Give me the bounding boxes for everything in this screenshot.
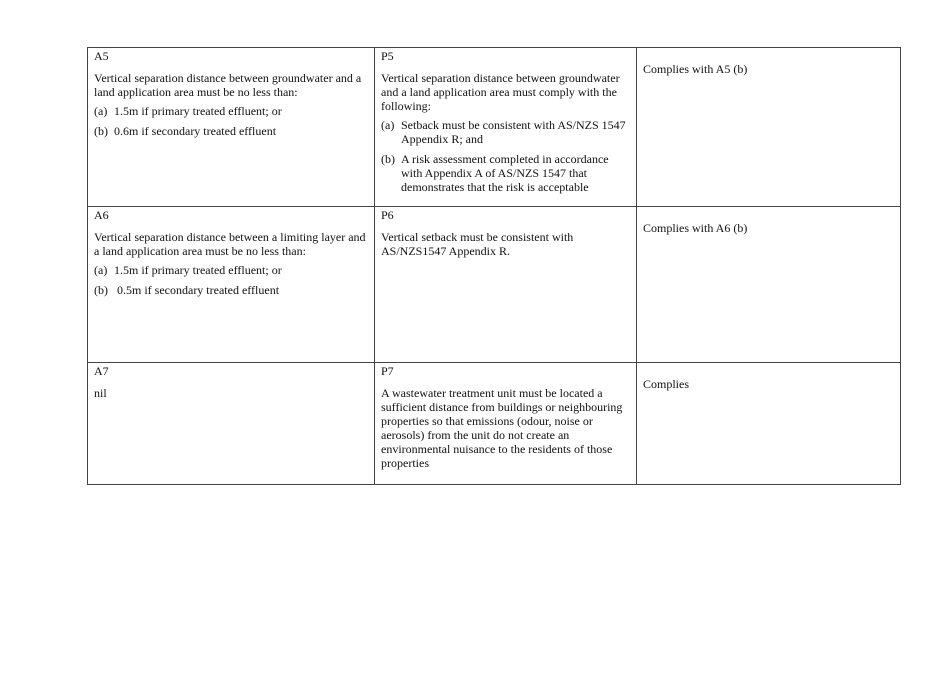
list-item: [381, 152, 630, 194]
acceptable-solution-cell: [88, 207, 375, 363]
list-item-text: 1.5m if primary treated effluent; or: [114, 104, 282, 118]
clause-text: Vertical separation distance between a limiting layer and a land application area must be no less than:: [94, 230, 366, 258]
list-item-text: 1.5m if primary treated effluent; or: [114, 263, 282, 277]
clause-text: A wastewater treatment unit must be located a sufficient distance from buildings or neighbouring properties so that emissions (odour, noise or aerosols) from the unit do not create an environmental nuisance to the residents of those properties: [381, 386, 623, 470]
list-item: [94, 124, 368, 138]
list-item-text: 0.6m if secondary treated effluent: [114, 124, 277, 138]
list-marker: (a): [381, 118, 395, 132]
list-item-text: Setback must be consistent with AS/NZS 1547 Appendix R; and: [401, 118, 626, 146]
table-row: [88, 48, 901, 207]
compliance-status: Complies with A5 (b): [643, 62, 748, 76]
compliance-status: Complies: [643, 377, 690, 391]
clause-text: Vertical separation distance between groundwater and a land application area must be no less than:: [94, 71, 362, 99]
performance-criteria-cell: [375, 48, 637, 207]
list-item: [94, 263, 368, 277]
list-item: [381, 118, 630, 146]
clause-code: P6: [381, 208, 394, 222]
compliance-cell: [637, 363, 901, 485]
list-marker: (a): [94, 104, 108, 118]
list-item-text: 0.5m if secondary treated effluent: [114, 283, 280, 297]
list-item: [94, 104, 368, 118]
list-marker: (a): [94, 263, 108, 277]
list-item: [94, 283, 368, 297]
clause-text: Vertical setback must be consistent with AS/NZS1547 Appendix R.: [381, 230, 574, 258]
list-marker: (b): [94, 283, 108, 297]
clause-code: A6: [94, 208, 109, 222]
performance-criteria-cell: [375, 363, 637, 485]
requirements-table: [87, 47, 901, 485]
list-item-text: A risk assessment completed in accordance with Appendix A of AS/NZS 1547 that demonstrates that the risk is acceptable: [401, 152, 609, 194]
clause-code: P5: [381, 49, 394, 63]
clause-code: A7: [94, 364, 109, 378]
clause-code: A5: [94, 49, 109, 63]
compliance-cell: [637, 48, 901, 207]
list-marker: (b): [381, 152, 395, 166]
acceptable-solution-cell: [88, 48, 375, 207]
table-row: [88, 207, 901, 363]
compliance-status: Complies with A6 (b): [643, 221, 748, 235]
list-marker: (b): [94, 124, 108, 138]
clause-code: P7: [381, 364, 394, 378]
table-row: [88, 363, 901, 485]
acceptable-solution-cell: [88, 363, 375, 485]
compliance-cell: [637, 207, 901, 363]
performance-criteria-cell: [375, 207, 637, 363]
clause-text: nil: [94, 386, 107, 400]
clause-text: Vertical separation distance between groundwater and a land application area must comply with the following:: [381, 71, 620, 113]
